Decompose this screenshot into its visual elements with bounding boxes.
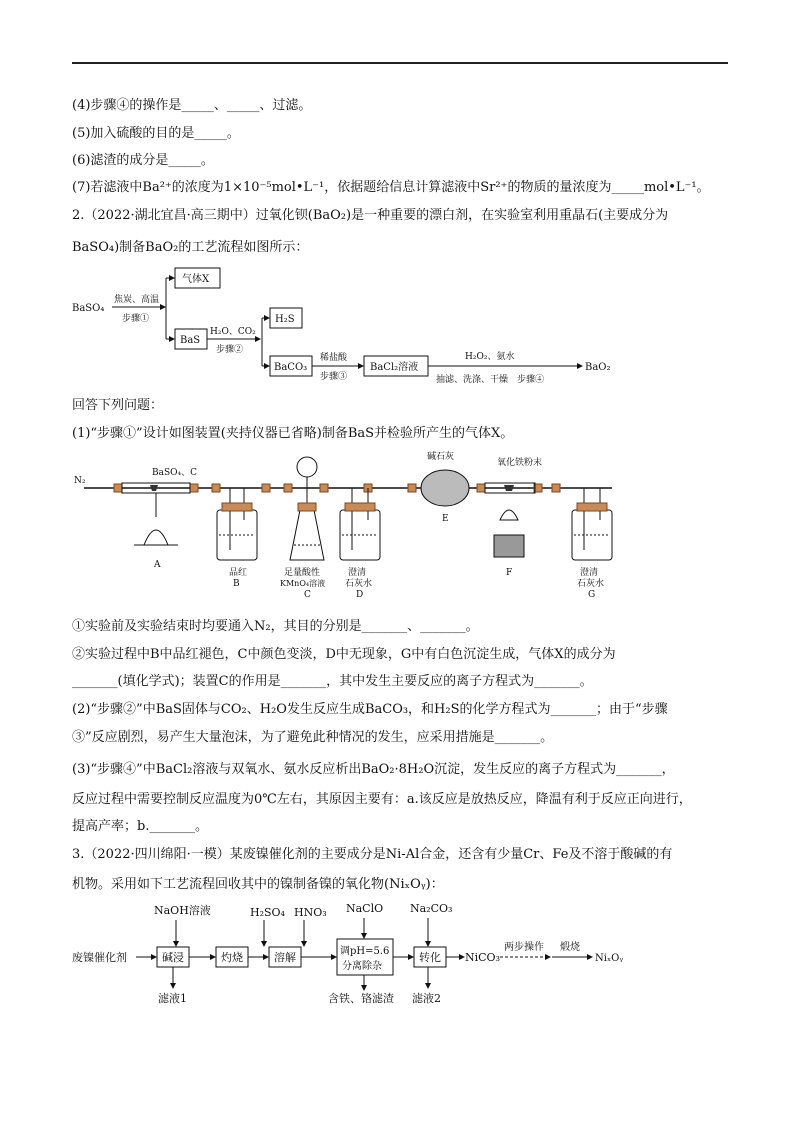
q1-part6: (6)滤渣的成分是_____。 [72, 153, 214, 168]
apparatus-c-reagent-line1: 足量酸性 [284, 568, 321, 578]
q3-intro-line1: 3.（2022·四川绵阳·一模）某废镍催化剂的主要成分是Ni-Al合金，还含有少量Cr、Fe及不溶于酸碱的有 [72, 847, 673, 862]
calcine-label: 煅烧 [560, 942, 580, 953]
reagent-na2co3: Na₂CO₃ [410, 902, 453, 915]
apparatus-diagram [72, 445, 632, 610]
flow-bas: BaS [180, 335, 201, 346]
flow-baco3: BaCO₃ [274, 362, 308, 373]
apparatus-e-reagent: 碱石灰 [427, 452, 455, 462]
reagent-naoh: NaOH溶液 [154, 904, 211, 917]
step-dissolve: 溶解 [274, 951, 296, 964]
apparatus-e-label: E [442, 514, 449, 524]
apparatus-f-label: F [506, 568, 513, 578]
reagent-naclo: NaClO [346, 902, 384, 915]
apparatus-g-reagent-line1: 澄清 [580, 568, 599, 578]
flow-step1-condition: 焦炭、高温 [114, 295, 160, 305]
flow-start-waste-catalyst: 废镍催化剂 [72, 951, 127, 964]
q1-part5: (5)加入硫酸的目的是_____。 [72, 126, 240, 141]
flow-step3-condition: 稀盐酸 [320, 353, 348, 363]
flow-step4-label: 抽滤、洗涤、干燥 步骤④ [436, 375, 545, 385]
q2-part3-line1: (3)“步骤④”中BaCl₂溶液与双氧水、氨水反应析出BaO₂·8H₂O沉淀，发生反应的离子方程式为_______， [72, 762, 675, 777]
q1-part4: (4)步骤④的操作是_____、_____、过滤。 [72, 98, 312, 113]
flow-h2s: H₂S [275, 314, 295, 325]
q2-part1-sub1: ①实验前及实验结束时均要通入N₂，其目的分别是_______、_______。 [72, 619, 479, 634]
step-roast: 灼烧 [221, 951, 243, 964]
apparatus-a-reagent: BaSO₄、C [152, 468, 198, 478]
flow-step2-condition: H₂O、CO₂ [210, 327, 256, 337]
apparatus-d-label: D [356, 590, 364, 600]
q2-intro-line1: 2.（2022·湖北宜昌·高三期中）过氧化钡(BaO₂)是一种重要的漂白剂，在实验室利用重晶石(主要成分为 [72, 208, 669, 223]
reagent-hno3: HNO₃ [294, 906, 327, 919]
apparatus-b-reagent: 品红 [229, 568, 248, 578]
q2-part1-sub2-line1: ②实验过程中B中品红褪色，C中颜色变淡，D中无现象，G中有白色沉淀生成，气体X的成分为 [72, 647, 616, 662]
apparatus-a-label: A [154, 560, 161, 570]
apparatus-g-label: G [588, 590, 596, 600]
q2-part1: (1)“步骤①”设计如图装置(夹持仪器已省略)制备BaS并检验所产生的气体X。 [72, 426, 514, 441]
q2-part2-line2: ③”反应剧烈，易产生大量泡沫，为了避免此种情况的发生，应采用措施是_______。 [72, 730, 554, 745]
q2-part3-line3: 提高产率；b._______。 [72, 819, 208, 834]
q3-flowchart [72, 898, 672, 1016]
q2-part2-line1: (2)“步骤②”中BaS固体与CO₂、H₂O发生反应生成BaCO₃，和H₂S的化学方程式为_______；由于“步骤 [72, 702, 668, 717]
output-filtrate-1: 滤液1 [158, 992, 187, 1005]
flow-gas-x: 气体X [182, 274, 210, 285]
n2-inlet-label: N₂ [74, 476, 86, 486]
step-alkali-leach: 碱浸 [162, 951, 184, 964]
step-separate: 分离除杂 [342, 961, 382, 972]
apparatus-d-reagent-line2: 石灰水 [345, 579, 373, 589]
q2-part1-sub2-line2: _______(填化学式)；装置C的作用是_______，其中发生主要反应的离子方程式为_______。 [72, 674, 593, 689]
flow-end-bao2: BaO₂ [585, 362, 611, 373]
flow-start-baso4: BaSO₄ [72, 303, 105, 314]
apparatus-b-label: B [233, 579, 240, 589]
q2-intro-line2: BaSO₄)制备BaO₂的工艺流程如图所示： [72, 240, 309, 255]
output-filtrate-2: 滤液2 [412, 992, 441, 1005]
flow-step3-label: 步骤③ [320, 372, 348, 382]
q2-answer-prompt: 回答下列问题： [72, 398, 164, 413]
apparatus-f-stand [494, 535, 524, 557]
q2-flowchart [70, 262, 630, 397]
apparatus-c-flask [290, 510, 324, 560]
product-nixoy: NiₓOᵧ [595, 953, 624, 964]
apparatus-e-drying-tube [421, 470, 469, 506]
output-fe-cr-residue: 含铁、铬滤渣 [328, 992, 394, 1005]
apparatus-d-reagent-line1: 澄清 [348, 568, 367, 578]
flow-step4-condition: H₂O₂、氨水 [465, 352, 515, 362]
step-convert: 转化 [419, 951, 441, 964]
two-step-operation: 两步操作 [504, 942, 544, 953]
product-nico3: NiCO₃ [465, 951, 500, 964]
flow-step2-label: 步骤② [216, 345, 244, 355]
q2-part3-line2: 反应过程中需要控制反应温度为0℃左右，其原因主要有：a.该反应是放热反应，降温有利于反应正向进行， [72, 792, 692, 807]
header-rule [72, 62, 728, 64]
flow-bacl2: BaCl₂溶液 [370, 362, 419, 373]
reagent-h2so4: H₂SO₄ [250, 906, 285, 919]
apparatus-c-label: C [304, 590, 311, 600]
apparatus-g-reagent-line2: 石灰水 [577, 579, 605, 589]
apparatus-f-reagent: 氧化铁粉末 [497, 458, 543, 468]
apparatus-a-lamp [144, 530, 168, 545]
apparatus-c-reagent-line2: KMnO₄溶液 [280, 579, 326, 588]
q1-part7: (7)若滤液中Ba²⁺的浓度为1×10⁻⁵mol•L⁻¹，依据题给信息计算滤液中Sr²⁺的物质的量浓度为_____mol•L⁻¹。 [72, 180, 710, 195]
q3-intro-line2: 机物。采用如下工艺流程回收其中的镍制备镍的氧化物(NiₓOᵧ)： [72, 877, 444, 892]
flow-step1-label: 步骤① [122, 314, 150, 324]
step-adjust-ph: 调pH=5.6 [340, 946, 390, 957]
